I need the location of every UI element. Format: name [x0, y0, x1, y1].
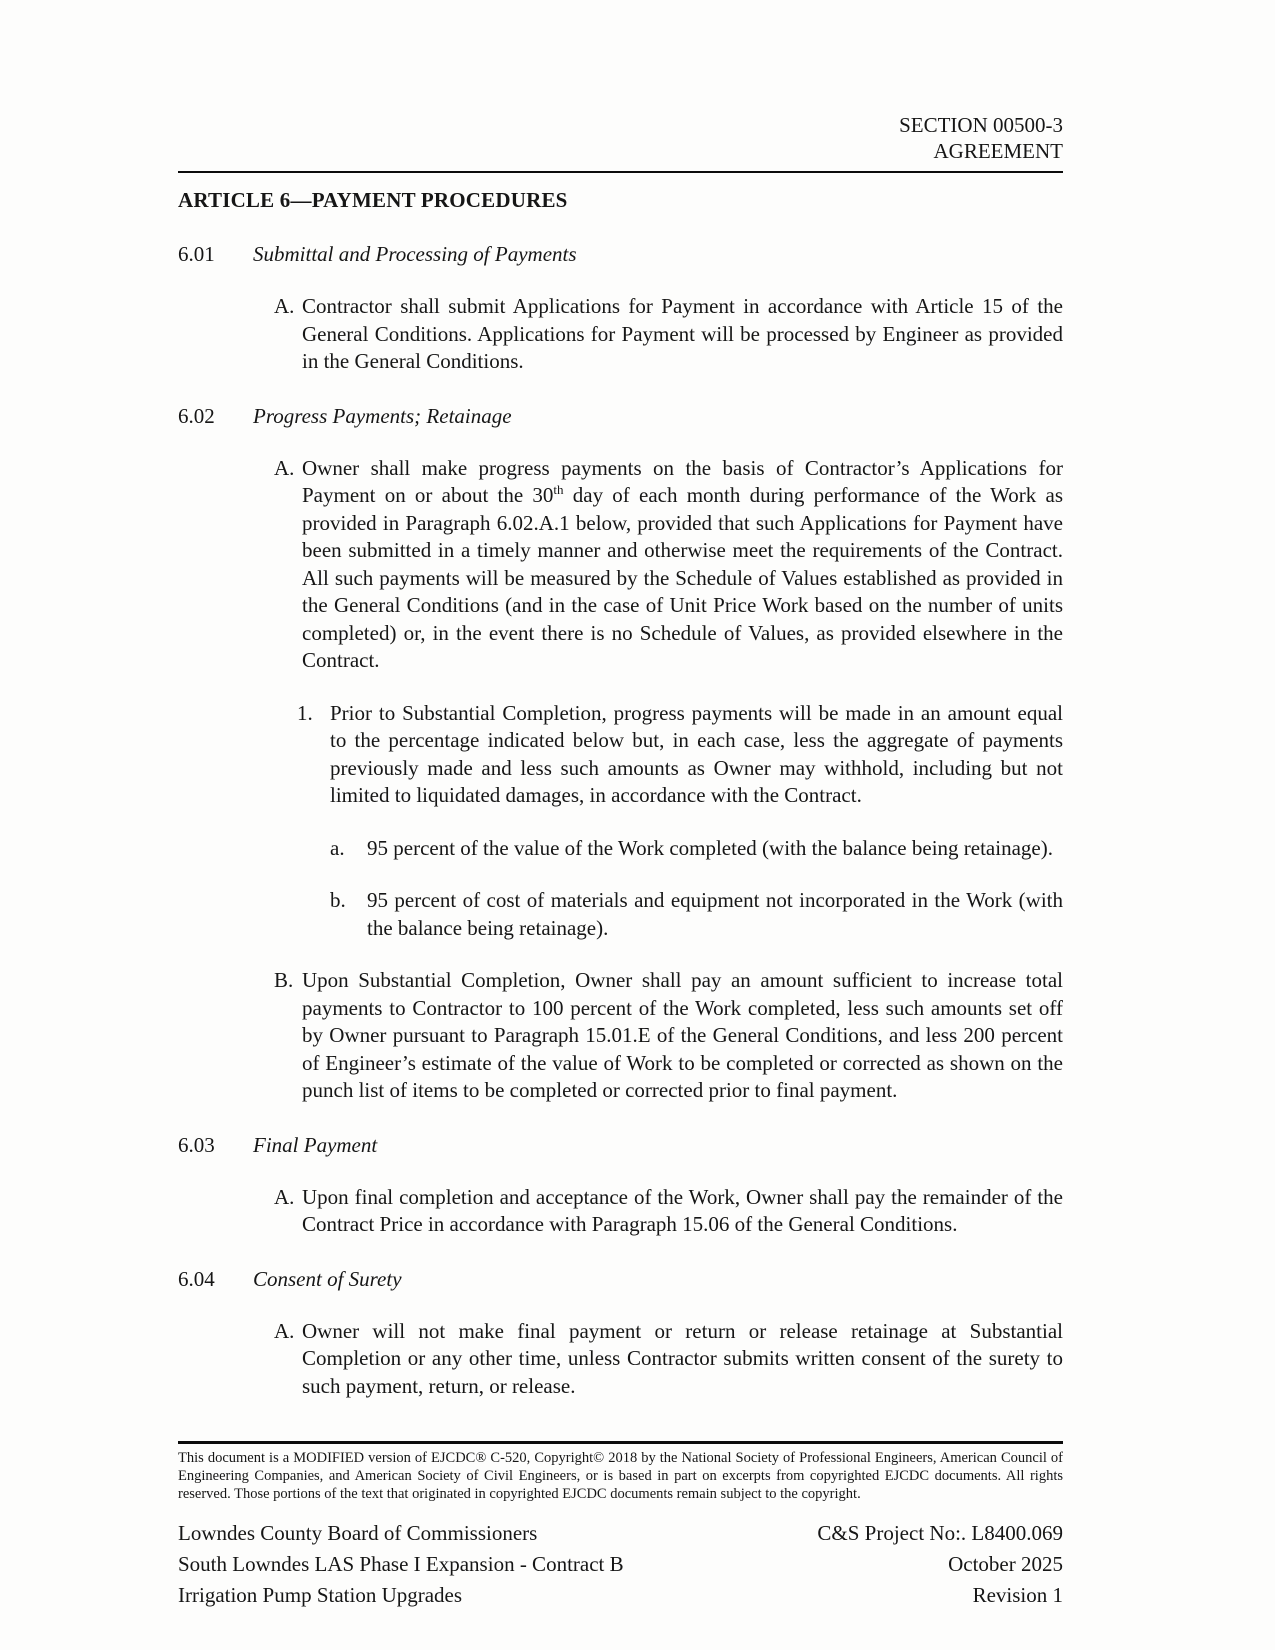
section-title: Consent of Surety: [253, 1266, 402, 1291]
copyright-notice: This document is a MODIFIED version of EJCDC® C-520, Copyright© 2018 by the National Society of Professional Engineers, American Council of Engineering Companies, and American Society of Civil Engineers, or is based in part on excerpts from copyrighted EJCDC documents. All rights reserved. Those portions of the text that originated in copyrighted EJCDC documents remain subject to the copyright.: [178, 1450, 1063, 1502]
paragraph-label: a.: [330, 835, 345, 860]
footer-owner-name: Lowndes County Board of Commissioners: [178, 1521, 538, 1545]
footer-project-info: [178, 1518, 624, 1611]
header-rule: [178, 171, 1063, 173]
paragraph-6-02-A-1: [297, 700, 1063, 810]
paragraph-6-02-A-1-b: [330, 887, 1063, 942]
section-number: 6.02: [178, 403, 215, 428]
section-number: 6.01: [178, 242, 215, 266]
paragraph-text: Upon Substantial Completion, Owner shall pay an amount sufficient to increase total payments to Contractor to 100 percent of the Work completed, less such amounts set off by Owner pursuant to Paragraph 15.01.E of the General Conditions, and less 200 percent of Engineer’s estimate of the value of Work to be completed or corrected as shown on the punch list of items to be completed or corrected prior to final payment.: [302, 968, 1063, 1102]
footer-date: October 2025: [948, 1552, 1063, 1576]
footer-revision-info: [817, 1518, 1063, 1611]
page-bottom-block: [178, 1441, 1063, 1611]
paragraph-6-03-A: [274, 1184, 1063, 1239]
paragraph-6-02-A-1-a: [330, 835, 1063, 863]
paragraph-text: Upon final completion and acceptance of the Work, Owner shall pay the remainder of the Contract Price in accordance with Paragraph 15.06 of the General Conditions.: [302, 1184, 1063, 1236]
paragraph-text: Owner will not make final payment or return or release retainage at Substantial Completion or any other time, unless Contractor submits written consent of the surety to such payment, return, or release.: [302, 1318, 1063, 1398]
section-heading-6-02: [178, 403, 1063, 430]
paragraph-text-pre: Owner shall make progress payments on the basis of Contractor’s Applications for Payment on or about the 30: [302, 455, 1063, 507]
paragraph-6-04-A: [274, 1318, 1063, 1401]
article-title: ARTICLE 6—PAYMENT PROCEDURES: [178, 188, 568, 212]
paragraph-label: A.: [274, 1318, 295, 1343]
paragraph-text-post: day of each month during performance of the Work as provided in Paragraph 6.02.A.1 below, provided that such Applications for Payment have been submitted in a timely manner and otherwise meet the requirements of the Contract. All such payments will be measured by the Schedule of Values established as provided in the General Conditions (and in the case of Unit Price Work based on the number of units completed) or, in the event there is no Schedule of Values, as provided elsewhere in the Contract.: [302, 483, 1064, 672]
paragraph-6-02-B: [274, 967, 1063, 1105]
footer-project-name: South Lowndes LAS Phase I Expansion - Contract B: [178, 1552, 624, 1576]
page-content: [178, 112, 1063, 1400]
ordinal-superscript: th: [553, 482, 564, 497]
paragraph-label: A.: [274, 455, 295, 480]
section-heading-6-01: [178, 241, 1063, 268]
section-title: Submittal and Processing of Payments: [253, 242, 577, 266]
section-title: Progress Payments; Retainage: [253, 403, 512, 428]
footer-project-scope: Irrigation Pump Station Upgrades: [178, 1583, 463, 1607]
section-heading-6-04: [178, 1266, 1063, 1293]
paragraph-text: Contractor shall submit Applications for Payment in accordance with Article 15 of the General Conditions. Applications for Payment will be processed by Engineer as provided in the General Conditions.: [302, 294, 1063, 373]
paragraph-label: A.: [274, 1184, 295, 1209]
page-footer: [178, 1518, 1063, 1611]
footer-project-number: C&S Project No:. L8400.069: [817, 1521, 1063, 1545]
section-title: Final Payment: [253, 1132, 378, 1157]
paragraph-text: 95 percent of the value of the Work completed (with the balance being retainage).: [367, 835, 1053, 860]
document-header: [178, 112, 1063, 164]
section-number: 6.04: [178, 1266, 215, 1291]
paragraph-6-01-A: [274, 293, 1063, 376]
paragraph-label: 1.: [297, 700, 313, 725]
paragraph-label: B.: [274, 968, 294, 992]
paragraph-label: A.: [274, 294, 295, 318]
footer-revision: Revision 1: [972, 1583, 1063, 1607]
paragraph-6-02-A: [274, 455, 1064, 675]
header-doc-type: AGREEMENT: [933, 139, 1063, 163]
footer-rule: [178, 1441, 1063, 1444]
section-number: 6.03: [178, 1132, 215, 1157]
paragraph-text: 95 percent of cost of materials and equipment not incorporated in the Work (with the balance being retainage).: [367, 888, 1063, 940]
header-section-ref: SECTION 00500-3: [899, 113, 1063, 137]
section-heading-6-03: [178, 1132, 1063, 1159]
paragraph-label: b.: [330, 888, 346, 912]
paragraph-text: Prior to Substantial Completion, progress payments will be made in an amount equal to the percentage indicated below but, in each case, less the aggregate of payments previously made and less such amounts as Owner may withhold, including but not limited to liquidated damages, in accordance with the Contract.: [330, 700, 1063, 807]
